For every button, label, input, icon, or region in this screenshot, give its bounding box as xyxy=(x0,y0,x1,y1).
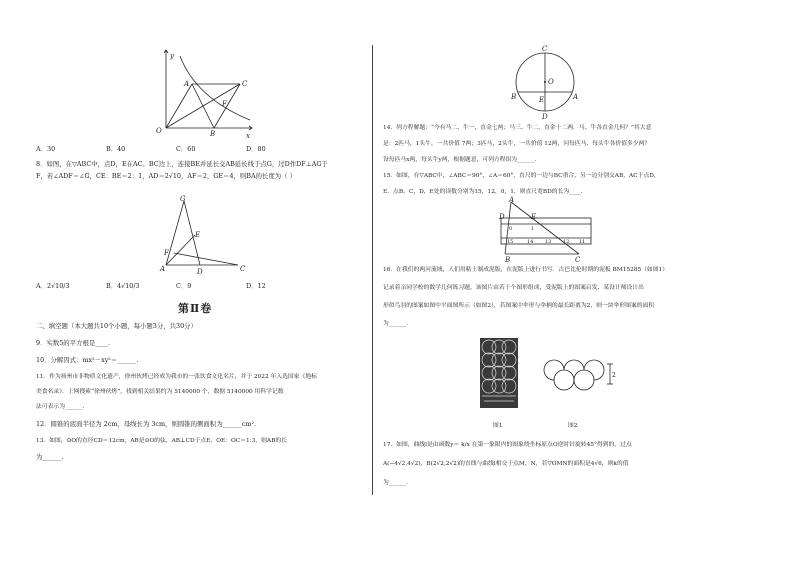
label-C: C xyxy=(575,256,581,264)
q8-figure xyxy=(160,195,250,275)
q17-line1: 17．如图，曲线l是由函数y＝ k/x 在第一象限内的图象绕坐标原点O逆时针旋转45°得到的，过点 xyxy=(383,442,632,448)
label-D: D xyxy=(499,213,505,221)
part2-title: 第Ⅱ卷 xyxy=(178,302,213,315)
label-E: E xyxy=(539,96,545,104)
label-A: A xyxy=(184,80,190,88)
section2-heading: 二、填空题（本大题共10个小题，每小题3分，共30分） xyxy=(36,322,197,330)
q13-line2: 为______. xyxy=(36,453,64,461)
q15-line2: E．点B，C，D，E处的读数分别为15，12，0，1，则直尺宽BD的长为____. xyxy=(383,189,583,195)
q11-line1: 11．作为扬州市非物质文化遗产，徐州伙烤已经成为我市的一张饮食文化名片，并于 2022 年入选国家《地标 xyxy=(36,374,317,380)
q9: 9．实数5的平方根是____. xyxy=(36,339,111,347)
tick-11: 11 xyxy=(579,239,586,245)
label-B: B xyxy=(505,256,511,264)
q16-line4: 为______. xyxy=(383,321,409,327)
label-D: D xyxy=(197,268,203,276)
q17-line2: A(−4√2,4√2)，B(2√2,2√2)的直线与曲线l相交于点M，N，若▽OMN的面积是4√6，则k的值 xyxy=(383,461,629,467)
q8-option-a: A．2√10/3 xyxy=(36,282,70,290)
q13-line1: 13．如图，⊙O的直径CD＝12cm，AB是⊙O的弦，AB⊥CD于点E，OE：OC＝1:3，则AB的长 xyxy=(36,438,287,444)
q14-line1: 14．列方程解题：“今有马二、牛一，直金七两；马三、牛二，直金十二两．马、牛各直金几何？”其大意 xyxy=(383,125,652,131)
label-x: x xyxy=(246,132,250,140)
q8-option-b: B．4√10/3 xyxy=(106,282,140,290)
tick-14: 14 xyxy=(527,239,534,245)
hyperbola-curve xyxy=(180,56,250,120)
fig2-caption: 图2 xyxy=(568,423,578,429)
tick-0: 0 xyxy=(509,226,513,232)
label-G: G xyxy=(180,195,186,203)
q7-option-d: D．80 xyxy=(246,145,266,153)
line-CB xyxy=(214,84,240,128)
label-O: O xyxy=(156,127,162,135)
label-F: F xyxy=(222,100,227,108)
q14-line3: 设每匹马x两，每头牛y两，根据题意，可列方程组为______. xyxy=(383,157,537,163)
q8-option-d: D．12 xyxy=(246,282,266,290)
line-OA xyxy=(166,84,192,128)
q7-figure xyxy=(150,48,260,138)
tick-12: 12 xyxy=(563,239,570,245)
side-AC xyxy=(511,202,579,254)
q8-option-c: C．9 xyxy=(176,282,192,290)
label-y: y xyxy=(170,52,174,60)
label-C: C xyxy=(242,80,248,88)
label-E: E xyxy=(195,231,201,239)
label-A: A xyxy=(573,93,579,101)
q7-option-c: C．60 xyxy=(176,145,196,153)
label-A: A xyxy=(160,265,166,273)
q15-line1: 15．如图，在▽ABC中，∠ABC＝90°，∠A＝60°，直尺的一边与BC重合，另一边分别交AB，AC于点D， xyxy=(383,173,660,179)
q11-line3: 法可表示为______. xyxy=(36,404,85,410)
q8-line1: 8．如图，在▽ABC中，点D，E在AC、BC边上，连接BE并延长交AB延长线于点G，过D作DF⊥AG于 xyxy=(36,160,328,168)
q16-line3: 形似鸟羽的图案如图中平面图所示（如图2），若图案中伞形与伞柄的最长距离为2，则一块伞形图案的面积 xyxy=(383,303,655,309)
label-O: O xyxy=(548,78,554,86)
label-A: A xyxy=(509,196,515,204)
q16-line2: 记录着亲同学校的数学几何练习题，该图片由若干个图形组成，受泥版上的图案启发，某设计师设计出 xyxy=(383,285,644,291)
tick-1: 1 xyxy=(531,226,535,232)
q12: 12．圆锥的底面半径为 2cm，母线长为 3cm，则圆锥的侧面积为______cm². xyxy=(36,420,256,428)
q8-line2: F，若∠ADF＝∠G，CE：BE＝2：1，AD＝2√10，AF＝2，GE＝4，则BA的长度为（ ） xyxy=(36,172,296,180)
tick-13: 13 xyxy=(545,239,552,245)
label-F: F xyxy=(164,249,169,257)
fig1-caption: 图1 xyxy=(493,423,503,429)
ruler-figure xyxy=(495,196,600,264)
label-E: E xyxy=(531,213,537,221)
q11-line2: 美食名录》．上网搜索“徐州伙烤”，找到相关结果约为 5140000 个，数据 5140000 用科学记数 xyxy=(36,389,284,395)
q14-line2: 是：2匹马，1头牛，一共价值 7两；3匹马，2头牛，一共价值 12两，问每匹马、每头牛各价值多少两？ xyxy=(383,141,651,147)
label-D: D xyxy=(542,113,548,121)
q17-line3: 为______. xyxy=(383,480,409,486)
tick-15: 15 xyxy=(507,239,514,245)
q7-option-a: A．30 xyxy=(36,145,56,153)
label-C: C xyxy=(240,265,246,273)
label-B: B xyxy=(210,130,216,138)
line-CF xyxy=(174,253,238,265)
label-C: C xyxy=(542,45,548,53)
label-B: B xyxy=(511,93,517,101)
q7-option-b: B．40 xyxy=(106,145,126,153)
column-divider xyxy=(372,45,373,495)
q10: 10．分解因式：mx²－xy²＝______. xyxy=(36,356,139,364)
dimension-label: 2 xyxy=(612,372,616,379)
q16-line1: 16．在我们的两河流域，人们用粘土制成泥版，在泥版上进行书写．古巴比伦时期的泥板 BM15285（如图1） xyxy=(383,267,669,273)
clay-tablet-image xyxy=(480,338,518,416)
circle-figure xyxy=(505,45,585,121)
scale-pattern-figure xyxy=(540,350,620,400)
